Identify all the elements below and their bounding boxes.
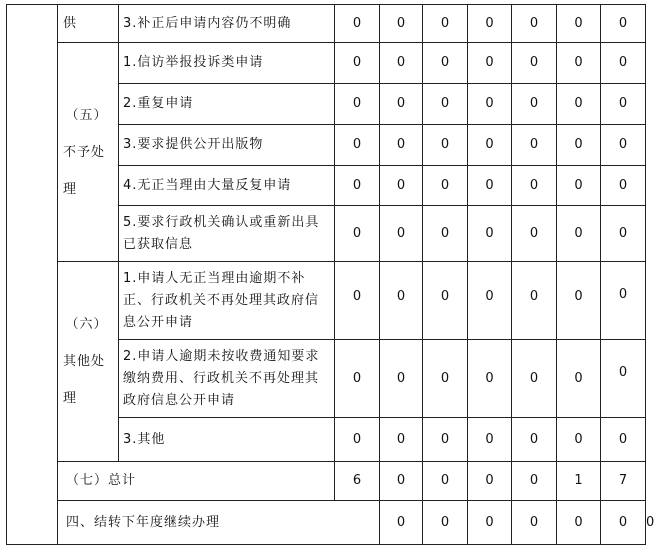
value-cell: 0 bbox=[557, 262, 601, 340]
item-label: 3.要求提供公开出版物 bbox=[119, 125, 335, 166]
group-label-line: 其他处 bbox=[63, 354, 106, 369]
value-cell: 0 bbox=[601, 340, 646, 418]
value-cell: 0 bbox=[468, 43, 512, 84]
value-cell: 0 bbox=[380, 84, 423, 125]
item-label: 3.其他 bbox=[119, 418, 335, 462]
value-cell: 0 bbox=[380, 501, 423, 545]
value-cell: 0 bbox=[335, 262, 380, 340]
value-cell: 0 bbox=[601, 418, 646, 462]
value-cell: 0 bbox=[468, 166, 512, 206]
item-label: 4.无正当理由大量反复申请 bbox=[119, 166, 335, 206]
value-cell: 0 bbox=[335, 166, 380, 206]
value-cell: 0 bbox=[601, 166, 646, 206]
value-cell: 0 bbox=[468, 84, 512, 125]
value-cell: 0 bbox=[335, 206, 380, 262]
value-cell: 0 bbox=[380, 206, 423, 262]
value-cell: 0 bbox=[468, 418, 512, 462]
value-cell: 0 bbox=[601, 43, 646, 84]
item-label: 3.补正后申请内容仍不明确 bbox=[119, 5, 335, 43]
item-label: 2.重复申请 bbox=[119, 84, 335, 125]
value-cell: 0 bbox=[423, 84, 468, 125]
value-cell: 0 bbox=[468, 340, 512, 418]
table-row-total bbox=[7, 462, 646, 501]
value-cell: 0 bbox=[512, 125, 557, 166]
value-cell: 0 bbox=[512, 206, 557, 262]
value-cell: 0 bbox=[423, 462, 468, 501]
value-cell: 0 bbox=[423, 43, 468, 84]
value-cell: 0 bbox=[601, 84, 646, 125]
value-cell: 0 bbox=[512, 43, 557, 84]
value-cell: 7 bbox=[601, 462, 646, 501]
value-cell: 0 bbox=[512, 262, 557, 340]
value-cell: 0 bbox=[380, 125, 423, 166]
value-cell: 0 bbox=[557, 166, 601, 206]
value-cell: 0 bbox=[380, 462, 423, 501]
value-cell: 0 bbox=[601, 5, 646, 43]
item-label: 5.要求行政机关确认或重新出具已获取信息 bbox=[119, 206, 335, 262]
value-cell: 0 bbox=[423, 418, 468, 462]
table-row bbox=[7, 43, 646, 84]
value-cell: 0 bbox=[380, 340, 423, 418]
value-cell: 0 bbox=[423, 125, 468, 166]
value-cell: 0 bbox=[423, 262, 468, 340]
group-label-line: （六） bbox=[65, 317, 108, 332]
group-label-cell: 供 bbox=[58, 5, 119, 43]
value-cell: 0 bbox=[335, 5, 380, 43]
value-cell: 0 bbox=[380, 43, 423, 84]
value-cell: 0 bbox=[468, 501, 512, 545]
value-cell: 0 bbox=[512, 418, 557, 462]
table-row-carry-over: 四、结转下年度继续办理 0 0 0 0 0 0 0 bbox=[7, 501, 646, 545]
value-cell: 6 bbox=[335, 462, 380, 501]
value-cell: 0 bbox=[468, 125, 512, 166]
group-label-line: 不予处 bbox=[63, 144, 106, 160]
statistics-table bbox=[6, 4, 654, 545]
value-cell: 0 bbox=[335, 418, 380, 462]
group-label-cell-6 bbox=[58, 262, 119, 462]
value-cell: 0 bbox=[380, 5, 423, 43]
item-label: 1.申请人无正当理由逾期不补正、行政机关不再处理其政府信息公开申请 bbox=[119, 262, 335, 340]
value-cell: 0 bbox=[601, 262, 646, 340]
value-cell: 0 bbox=[557, 84, 601, 125]
value-cell: 0 bbox=[468, 262, 512, 340]
value-cell: 0 bbox=[423, 340, 468, 418]
value-cell: 0 bbox=[335, 43, 380, 84]
value-cell: 0 bbox=[512, 5, 557, 43]
value-cell: 0 bbox=[557, 5, 601, 43]
value-cell: 0 bbox=[512, 340, 557, 418]
section-cell bbox=[7, 5, 58, 545]
group-label-line: 理 bbox=[63, 391, 78, 406]
value-cell: 0 bbox=[512, 501, 557, 545]
value-cell: 0 bbox=[423, 5, 468, 43]
value-cell: 0 bbox=[380, 418, 423, 462]
value-cell: 0 bbox=[423, 166, 468, 206]
value-cell: 0 bbox=[601, 206, 646, 262]
total-label: （七）总计 bbox=[58, 462, 335, 501]
carry-over-label: 四、结转下年度继续办理 bbox=[58, 501, 380, 545]
value-cell: 0 bbox=[468, 462, 512, 501]
value-cell: 0 bbox=[557, 43, 601, 84]
value-cell: 0 bbox=[335, 84, 380, 125]
value-cell: 0 bbox=[512, 462, 557, 501]
value-cell: 0 bbox=[557, 418, 601, 462]
table-row bbox=[7, 5, 646, 43]
value-cell: 0 bbox=[557, 340, 601, 418]
value-cell: 0 bbox=[557, 125, 601, 166]
value-cell: 0 bbox=[335, 340, 380, 418]
value-cell: 0 bbox=[512, 166, 557, 206]
value-cell: 1 bbox=[557, 462, 601, 501]
value-cell: 0 bbox=[468, 206, 512, 262]
value-cell: 0 bbox=[512, 84, 557, 125]
group-label-cell-5 bbox=[58, 43, 119, 262]
item-label: 1.信访举报投诉类申请 bbox=[119, 43, 335, 84]
table-row bbox=[7, 262, 646, 340]
value-cell: 0 bbox=[557, 206, 601, 262]
value-cell: 0 bbox=[468, 5, 512, 43]
group-label-line: （五） bbox=[65, 107, 108, 123]
item-label: 2.申请人逾期未按收费通知要求缴纳费用、行政机关不再处理其政府信息公开申请 bbox=[119, 340, 335, 418]
value-cell: 0 bbox=[380, 262, 423, 340]
group-label-line: 理 bbox=[63, 181, 78, 197]
value-cell: 0 bbox=[423, 206, 468, 262]
value-cell: 0 bbox=[380, 166, 423, 206]
value-cell: 0 bbox=[601, 501, 646, 545]
value-cell: 0 bbox=[423, 501, 468, 545]
value-cell: 0 bbox=[335, 125, 380, 166]
value-cell: 0 bbox=[601, 125, 646, 166]
value-cell: 0 bbox=[557, 501, 601, 545]
